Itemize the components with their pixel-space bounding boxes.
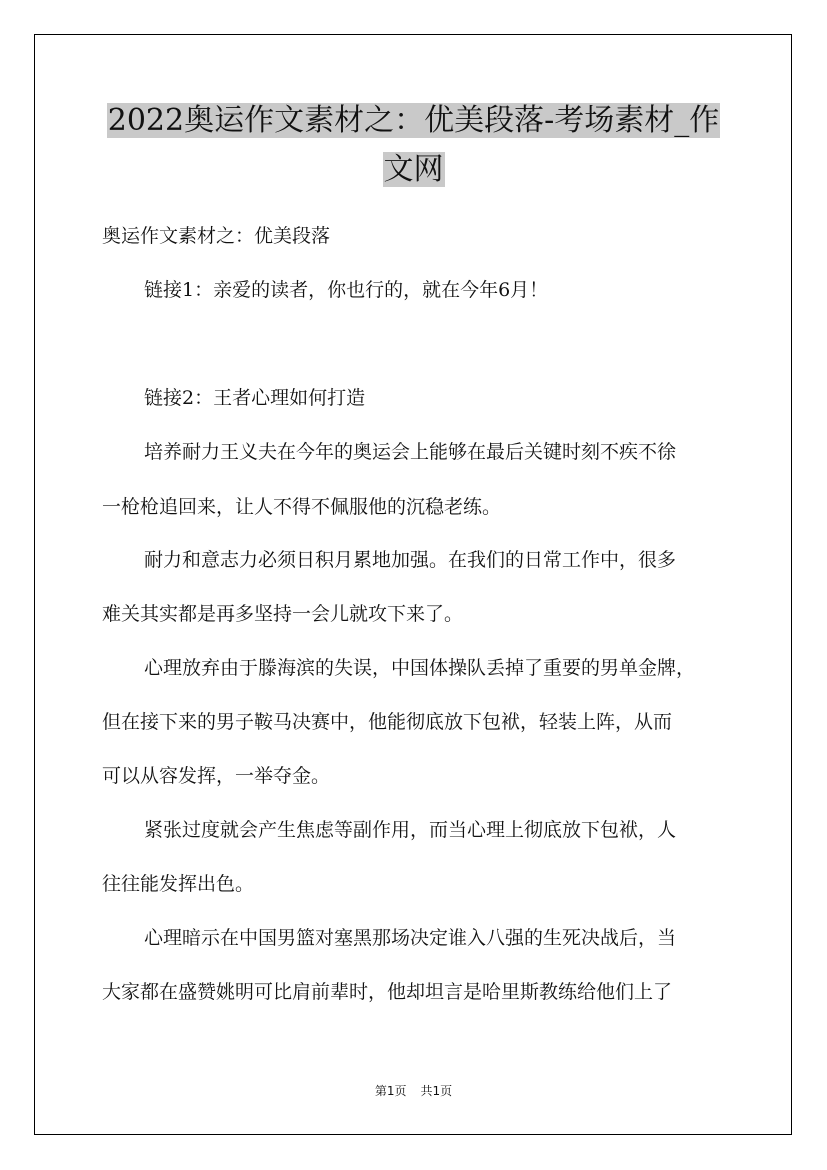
paragraph-line: 但在接下来的男子鞍马决赛中，他能彻底放下包袱，轻装上阵，从而 <box>102 711 673 733</box>
paragraph-line: 培养耐力王义夫在今年的奥运会上能够在最后关键时刻不疾不徐 <box>144 441 677 463</box>
subtitle-line: 奥运作文素材之：优美段落 <box>102 225 331 247</box>
document-title <box>100 96 727 194</box>
paragraph-line: 往往能发挥出色。 <box>102 873 255 895</box>
paragraph-line: 耐力和意志力必须日积月累地加强。在我们的日常工作中，很多 <box>144 549 677 571</box>
paragraph-line: 大家都在盛赞姚明可比肩前辈时，他却坦言是哈里斯教练给他们上了 <box>102 981 673 1003</box>
page-total: 共1页 <box>420 1084 453 1098</box>
paragraph-line: 心理暗示在中国男篮对塞黑那场决定谁入八强的生死决战后，当 <box>144 927 677 949</box>
title-line-1: 2022奥运作文素材之：优美段落-考场素材_作 <box>107 103 720 138</box>
paragraph-line: 一枪枪追回来，让人不得不佩服他的沉稳老练。 <box>102 496 502 518</box>
paragraph-link-1: 链接1：亲爱的读者，你也行的，就在今年6月！ <box>144 279 549 301</box>
page-border <box>34 34 792 1135</box>
paragraph-line: 可以从容发挥，一举夺金。 <box>102 765 331 787</box>
paragraph-line: 难关其实都是再多坚持一会儿就攻下来了。 <box>102 603 464 625</box>
paragraph-line: 紧张过度就会产生焦虑等副作用，而当心理上彻底放下包袱，人 <box>144 819 677 841</box>
page-footer <box>0 1083 827 1099</box>
paragraph-link-2: 链接2：王者心理如何打造 <box>144 387 366 409</box>
title-line-2: 文网 <box>383 152 444 187</box>
page-number: 第1页 <box>374 1084 407 1098</box>
paragraph-line: 心理放弃由于滕海滨的失误，中国体操队丢掉了重要的男单金牌， <box>144 657 696 679</box>
